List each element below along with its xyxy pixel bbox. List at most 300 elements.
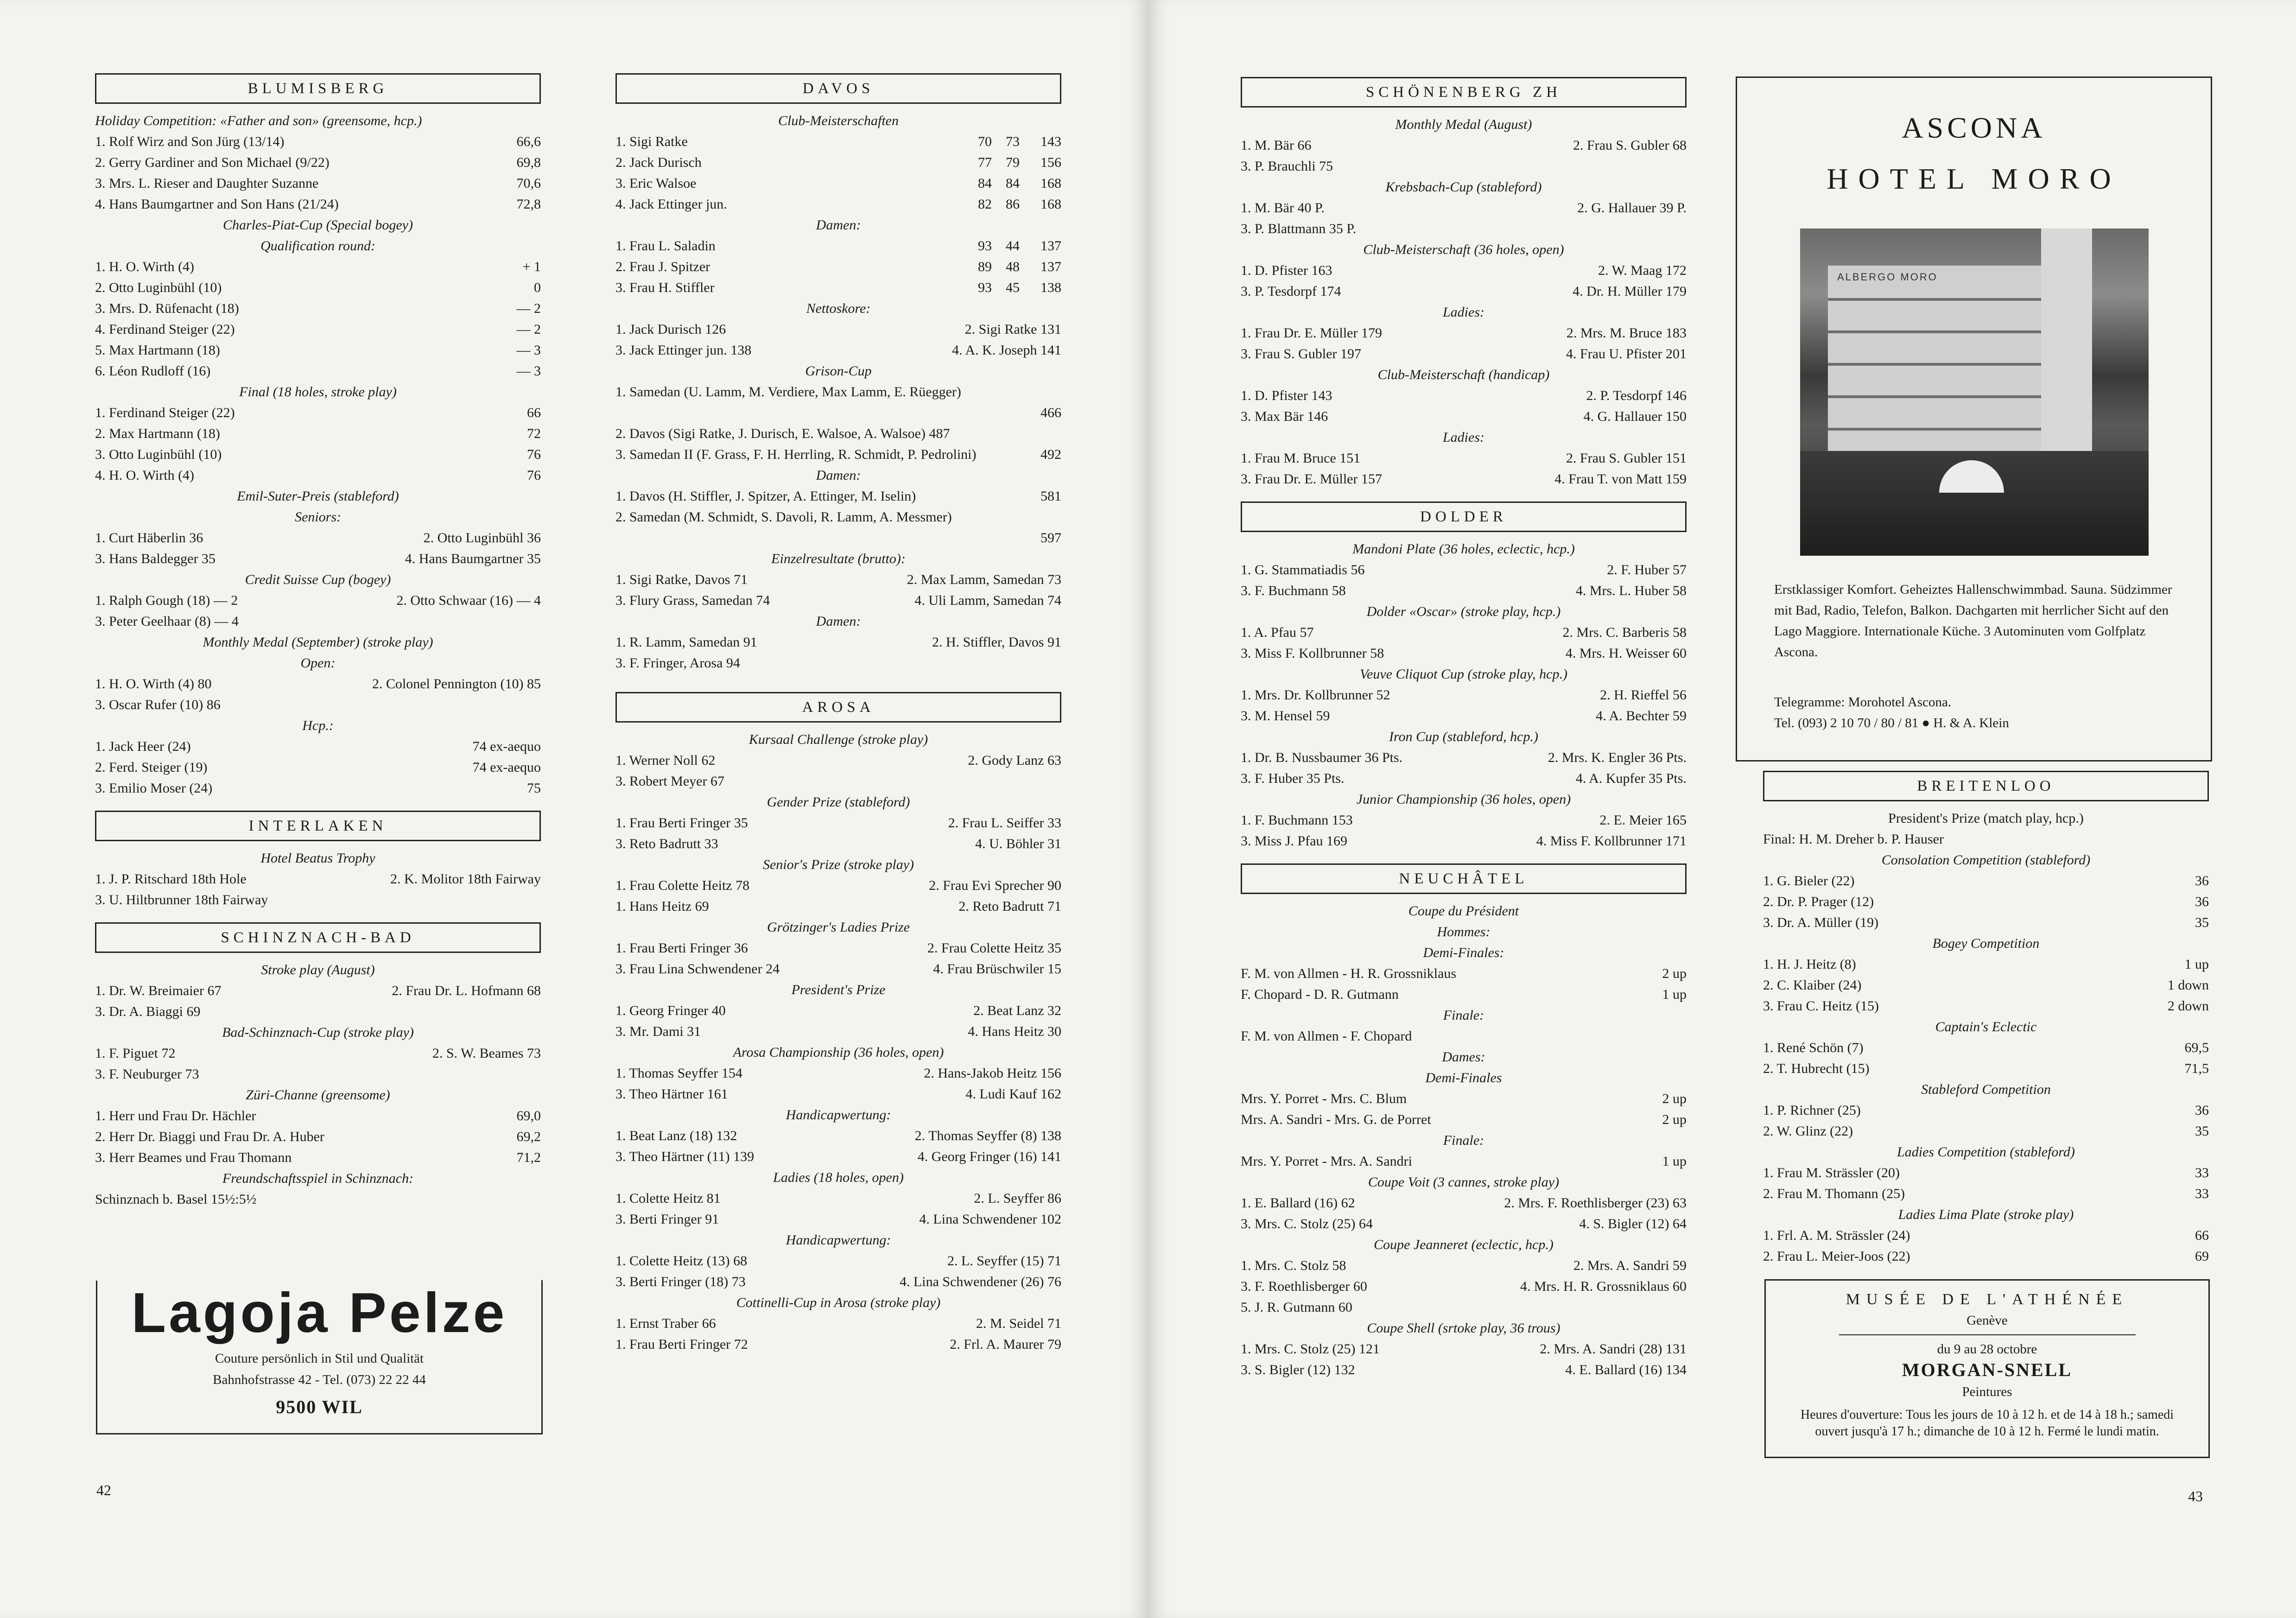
- result-cell: 2. Otto Luginbühl 36: [423, 530, 541, 546]
- result-row: [1241, 1193, 1687, 1213]
- result-row: [1241, 469, 1687, 489]
- result-cell: 72: [527, 426, 541, 441]
- score-row: [615, 277, 1061, 298]
- left-column-1: [95, 70, 541, 1210]
- result-list: [615, 569, 1061, 611]
- friendly-match-result: Schinznach b. Basel 15½:5½: [95, 1192, 257, 1207]
- score-value: 77: [978, 155, 992, 170]
- result-cell: 3. Berti Fringer 91: [615, 1212, 719, 1227]
- result-cell: 1. G. Stammatiadis 56: [1241, 562, 1365, 577]
- competition-title: Hotel Beatus Trophy: [260, 850, 375, 866]
- result-cell: 4. Lina Schwendener 102: [919, 1212, 1061, 1227]
- competition-title: Grison-Cup: [805, 363, 872, 379]
- competition-title: Coupe Shell (srtoke play, 36 trous): [1367, 1320, 1560, 1336]
- competition-subtitle: Demi-Finales: [1425, 1070, 1502, 1085]
- result-cell: 4. A. Bechter 59: [1596, 708, 1687, 723]
- result-cell: 2. Dr. P. Prager (12): [1763, 894, 1874, 909]
- opening-hours: Heures d'ouverture: Tous les jours de 10 à 12 h. et de 14 à 18 h.; samedi ouvert jusqu'à 17 h.; dimanche de 10 à 12 h. Fermé le lundi matin.: [1800, 1408, 2174, 1439]
- result-row: [1241, 1339, 1687, 1359]
- result-cell: 3. S. Bigler (12) 132: [1241, 1362, 1355, 1377]
- competition-title: Cottinelli-Cup in Arosa (stroke play): [736, 1295, 941, 1310]
- result-cell: 4. Miss F. Kollbrunner 171: [1536, 833, 1687, 849]
- result-cell: 1. Mrs. C. Stolz 58: [1241, 1258, 1346, 1273]
- result-row: [1763, 1121, 2209, 1142]
- competition-title: Consolation Competition (stableford): [1881, 852, 2091, 868]
- result-row: [1241, 559, 1687, 580]
- final-result: Final: H. M. Dreher b. P. Hauser: [1763, 831, 1944, 847]
- result-cell: 1. R. Lamm, Samedan 91: [615, 635, 757, 650]
- result-cell: 2. M. Seidel 71: [976, 1316, 1061, 1331]
- competition-title: Ladies:: [1443, 305, 1484, 320]
- result-cell: 1. Dr. B. Nussbaumer 36 Pts.: [1241, 750, 1403, 765]
- result-row: [615, 1271, 1061, 1292]
- competition-title: Junior Championship (36 holes, open): [1356, 792, 1571, 807]
- result-cell: 1. Jack Heer (24): [95, 739, 191, 754]
- result-row: [615, 1334, 1061, 1355]
- result-cell: 1. Mrs. Dr. Kollbrunner 52: [1241, 687, 1390, 703]
- result-cell: 69,8: [516, 155, 541, 170]
- result-row: [615, 1188, 1061, 1209]
- result-row: [615, 958, 1061, 979]
- score-value: 89: [978, 259, 992, 274]
- match-list: [1241, 1026, 1687, 1047]
- result-row: [95, 757, 541, 778]
- result-row: [615, 1313, 1061, 1334]
- divider: [1839, 1334, 2136, 1335]
- result-row: [95, 590, 541, 611]
- competition-title: Bogey Competition: [1932, 936, 2040, 951]
- competition-title: Credit Suisse Cup (bogey): [245, 572, 391, 587]
- result-cell: 1. Thomas Seyffer 154: [615, 1066, 742, 1081]
- result-row: [95, 131, 541, 152]
- score-row: [615, 131, 1061, 152]
- result-row: [1241, 747, 1687, 768]
- result-row: [1241, 984, 1687, 1005]
- result-row: [615, 1021, 1061, 1042]
- team-score: 597: [1040, 530, 1061, 546]
- result-row: [1763, 912, 2209, 933]
- result-cell: 1. Ferdinand Steiger (22): [95, 405, 235, 420]
- result-row: [95, 1001, 541, 1022]
- result-row: [1241, 1276, 1687, 1297]
- hotel-city: ASCONA: [1902, 111, 2046, 144]
- hotel-name: HOTEL MORO: [1827, 162, 2121, 195]
- competition-title: Coupe du Président: [1408, 903, 1519, 919]
- round-scores: [964, 277, 1061, 298]
- match-list: [1241, 1151, 1687, 1172]
- result-cell: 2. P. Tesdorpf 146: [1586, 388, 1687, 403]
- schoenenberg-results: [1241, 114, 1687, 489]
- result-cell: 35: [2195, 915, 2209, 930]
- exhibit-dates: du 9 au 28 octobre: [1937, 1342, 2037, 1357]
- competition-title: Veuve Cliquot Cup (stroke play, hcp.): [1360, 666, 1567, 682]
- competition-title: Charles-Piat-Cup (Special bogey): [223, 217, 413, 233]
- result-cell: — 3: [516, 343, 541, 358]
- score-value: 137: [1040, 259, 1061, 274]
- result-cell: 66,6: [516, 134, 541, 149]
- result-cell: 5. J. R. Gutmann 60: [1241, 1300, 1352, 1315]
- result-cell: 2. Mrs. A. Sandri (28) 131: [1540, 1341, 1687, 1357]
- match-list: [1241, 963, 1687, 1005]
- result-cell: 2. Mrs. A. Sandri 59: [1573, 1258, 1687, 1273]
- result-cell: 2. Frl. A. Maurer 79: [950, 1337, 1061, 1352]
- result-row: [1241, 218, 1687, 239]
- result-row: [615, 1250, 1061, 1271]
- competition-title: Coupe Voit (3 cannes, stroke play): [1368, 1174, 1560, 1190]
- result-row: [95, 340, 541, 361]
- result-cell: 3. Emilio Moser (24): [95, 780, 213, 796]
- result-row: [615, 319, 1061, 340]
- result-cell: 3. Miss J. Pfau 169: [1241, 833, 1348, 849]
- result-list: [95, 131, 541, 215]
- result-cell: 69,2: [516, 1129, 541, 1144]
- result-cell: 4. S. Bigler (12) 64: [1579, 1216, 1687, 1231]
- musee-title: MUSÉE DE L'ATHÉNÉE: [1846, 1291, 2129, 1308]
- result-cell: 33: [2195, 1186, 2209, 1201]
- result-list: [95, 980, 541, 1022]
- result-cell: 3. Oscar Rufer (10) 86: [95, 697, 221, 712]
- competition-title: Kursaal Challenge (stroke play): [748, 732, 928, 747]
- competition-subtitle: Dames:: [1442, 1049, 1485, 1065]
- result-cell: 3. Berti Fringer (18) 73: [615, 1274, 746, 1289]
- score-value: 45: [1006, 280, 1020, 295]
- round-scores: [964, 256, 1061, 277]
- result-list: [95, 869, 541, 910]
- competition-title: Senior's Prize (stroke play): [762, 857, 914, 872]
- result-cell: 66: [527, 405, 541, 420]
- result-row: [1763, 870, 2209, 891]
- breitenloo-results: [1763, 850, 2209, 1267]
- competition-title: Holiday Competition: «Father and son» (greensome, hcp.): [95, 113, 422, 128]
- result-row: [1763, 996, 2209, 1016]
- result-cell: 35: [2195, 1123, 2209, 1139]
- result-row: [1241, 1213, 1687, 1234]
- result-cell: 4. A. Kupfer 35 Pts.: [1575, 771, 1687, 786]
- team-row: [615, 486, 1061, 507]
- score-value: 93: [978, 238, 992, 254]
- result-cell: 2. Gody Lanz 63: [968, 753, 1061, 768]
- result-row: [95, 423, 541, 444]
- result-cell: 1. H. O. Wirth (4): [95, 259, 195, 274]
- exhibit-artist: MORGAN-SNELL: [1902, 1359, 2073, 1380]
- result-row: [1763, 1183, 2209, 1204]
- score-value: 137: [1040, 238, 1061, 254]
- result-list: [95, 1105, 541, 1168]
- result-cell: 1. J. P. Ritschard 18th Hole: [95, 871, 247, 887]
- result-cell: 36: [2195, 1103, 2209, 1118]
- result-row: [615, 896, 1061, 917]
- competition-title: Handicapwertung:: [786, 1232, 891, 1248]
- result-row: [95, 778, 541, 799]
- result-cell: 1. Colette Heitz 81: [615, 1191, 721, 1206]
- player-name: 4. Jack Ettinger jun.: [615, 197, 727, 212]
- result-cell: 74 ex-aequo: [472, 760, 541, 775]
- result-cell: 1. Rolf Wirz and Son Jürg (13/14): [95, 134, 285, 149]
- result-cell: 4. Mrs. H. Weisser 60: [1565, 646, 1687, 661]
- result-list: [95, 736, 541, 799]
- result-row: [615, 340, 1061, 361]
- score-table: [615, 131, 1061, 215]
- result-cell: 2. H. Stiffler, Davos 91: [932, 635, 1061, 650]
- competition-title: Stableford Competition: [1921, 1082, 2051, 1097]
- result-cell: 3. Herr Beames und Frau Thomann: [95, 1150, 292, 1165]
- section-header-neuchatel: NEUCHÂTEL: [1241, 863, 1687, 894]
- result-cell: 1. P. Richner (25): [1763, 1103, 1861, 1118]
- result-row: [1763, 891, 2209, 912]
- result-cell: 69,0: [516, 1108, 541, 1123]
- result-row: [95, 465, 541, 486]
- exhibit-kind: Peintures: [1962, 1384, 2012, 1399]
- result-cell: 0: [534, 280, 541, 295]
- result-cell: 1. Frau Colette Heitz 78: [615, 878, 750, 893]
- result-cell: 1. H. J. Heitz (8): [1763, 957, 1856, 972]
- player-name: 2. Jack Durisch: [615, 155, 702, 170]
- score-value: 168: [1040, 197, 1061, 212]
- competition-title: Gender Prize (stableford): [767, 794, 910, 810]
- section-header-davos: DAVOS: [615, 73, 1061, 104]
- result-cell: 1. Beat Lanz (18) 132: [615, 1128, 737, 1143]
- result-list: [95, 256, 541, 381]
- result-cell: 3. P. Tesdorpf 174: [1241, 284, 1341, 299]
- result-cell: 2. Colonel Pennington (10) 85: [372, 676, 541, 692]
- result-row: [95, 869, 541, 889]
- score-row: [615, 235, 1061, 256]
- result-cell: 66: [2195, 1228, 2209, 1243]
- result-cell: 4. E. Ballard (16) 134: [1565, 1362, 1687, 1377]
- result-row: [95, 736, 541, 757]
- result-cell: 1. Ralph Gough (18) — 2: [95, 593, 238, 608]
- competition-title: Ladies Lima Plate (stroke play): [1898, 1207, 2074, 1222]
- result-cell: 2. Mrs. C. Barberis 58: [1562, 625, 1687, 640]
- result-row: [1241, 281, 1687, 302]
- team-score: 581: [1040, 489, 1061, 504]
- competition-title: Final (18 holes, stroke play): [239, 384, 397, 400]
- result-cell: 76: [527, 468, 541, 483]
- hotel-sign: ALBERGO MORO: [1837, 271, 1938, 283]
- competition-title: Ladies (18 holes, open): [773, 1170, 904, 1185]
- result-cell: 75: [527, 780, 541, 796]
- team-result: 2. Davos (Sigi Ratke, J. Durisch, E. Walsoe, A. Walsoe) 487: [615, 426, 950, 441]
- ad-top-gap: [96, 1279, 540, 1281]
- result-cell: 2. Mrs. M. Bruce 183: [1566, 325, 1687, 341]
- lagoja-advertisement: [96, 1280, 543, 1434]
- result-cell: 2. K. Molitor 18th Fairway: [390, 871, 541, 887]
- result-row: [95, 256, 541, 277]
- result-cell: 4. Ludi Kauf 162: [965, 1086, 1061, 1102]
- result-cell: 3. Frau Dr. E. Müller 157: [1241, 471, 1382, 487]
- competition-subtitle: Demi-Finales:: [1423, 945, 1504, 960]
- score-value: 44: [1006, 238, 1020, 254]
- result-row: [95, 1147, 541, 1168]
- result-cell: 4. Frau T. von Matt 159: [1554, 471, 1687, 487]
- result-row: [95, 889, 541, 910]
- lagoja-logo: Lagoja Pelze: [131, 1281, 507, 1344]
- score-value: 84: [1006, 176, 1020, 191]
- result-cell: 1. Frau Dr. E. Müller 179: [1241, 325, 1382, 341]
- result-row: [615, 1146, 1061, 1167]
- competition-subtitle: Nettoskore:: [806, 301, 871, 316]
- result-row: [615, 653, 1061, 673]
- team-result: 3. Samedan II (F. Grass, F. H. Herrling, R. Schmidt, P. Pedrolini): [615, 447, 977, 462]
- result-cell: 74 ex-aequo: [472, 739, 541, 754]
- competition-title: Monthly Medal (September) (stroke play): [203, 635, 433, 650]
- result-cell: 1. Sigi Ratke, Davos 71: [615, 572, 748, 587]
- result-list: [95, 527, 541, 569]
- competition-subtitle: Seniors:: [295, 509, 341, 525]
- result-row: [95, 980, 541, 1001]
- competition-title: Emil-Suter-Preis (stableford): [237, 489, 399, 504]
- result-cell: 3. Peter Geelhaar (8) — 4: [95, 614, 239, 629]
- result-cell: Mrs. Y. Porret - Mrs. A. Sandri: [1241, 1154, 1413, 1169]
- result-cell: 4. G. Hallauer 150: [1583, 409, 1687, 424]
- result-cell: 1. Curt Häberlin 36: [95, 530, 203, 546]
- result-cell: 1. F. Buchmann 153: [1241, 812, 1353, 828]
- result-row: [1241, 705, 1687, 726]
- score-table: [615, 235, 1061, 298]
- result-row: [615, 875, 1061, 896]
- result-cell: 2. S. W. Beames 73: [432, 1046, 541, 1061]
- result-cell: 2. F. Huber 57: [1607, 562, 1687, 577]
- score-value: 168: [1040, 176, 1061, 191]
- result-cell: 2. G. Hallauer 39 P.: [1577, 200, 1687, 216]
- result-row: [1241, 323, 1687, 343]
- result-cell: 1. Frau Berti Fringer 36: [615, 940, 748, 956]
- hotel-phone: Tel. (093) 2 10 70 / 80 / 81 ● H. & A. Klein: [1774, 716, 2009, 730]
- hotel-photo: [1800, 228, 2149, 556]
- result-cell: 3. Frau S. Gubler 197: [1241, 346, 1361, 362]
- competition-title: President's Prize (match play, hcp.): [1888, 811, 2084, 826]
- musee-city: Genève: [1966, 1313, 2008, 1328]
- result-cell: 1. Dr. W. Breimaier 67: [95, 983, 222, 998]
- result-cell: 1 down: [2167, 977, 2209, 993]
- result-cell: 1. Mrs. C. Stolz (25) 121: [1241, 1341, 1380, 1357]
- result-cell: 3. Miss F. Kollbrunner 58: [1241, 646, 1384, 661]
- result-row: [615, 632, 1061, 653]
- competition-title: Iron Cup (stableford, hcp.): [1389, 729, 1538, 744]
- competition-title: Coupe Jeanneret (eclectic, hcp.): [1374, 1237, 1554, 1252]
- dolder-results: [1241, 539, 1687, 851]
- result-cell: 3. Hans Baldegger 35: [95, 551, 216, 566]
- result-cell: 3. Mrs. D. Rüfenacht (18): [95, 301, 239, 316]
- result-row: [1763, 1058, 2209, 1079]
- player-name: 1. Frau L. Saladin: [615, 238, 716, 254]
- result-cell: 4. A. K. Joseph 141: [952, 343, 1061, 358]
- result-row: [615, 833, 1061, 854]
- result-cell: 1. M. Bär 66: [1241, 138, 1312, 153]
- result-cell: 1. Ernst Traber 66: [615, 1316, 716, 1331]
- result-row: [1241, 580, 1687, 601]
- result-row: [95, 1064, 541, 1085]
- score-value: 84: [978, 176, 992, 191]
- right-column-1: [1241, 73, 1687, 1380]
- competition-title: Grötzinger's Ladies Prize: [767, 920, 910, 935]
- score-value: 79: [1006, 155, 1020, 170]
- result-cell: 1. Colette Heitz (13) 68: [615, 1253, 748, 1269]
- result-cell: 2. Herr Dr. Biaggi und Frau Dr. A. Huber: [95, 1129, 324, 1144]
- result-cell: 2. Reto Badrutt 71: [958, 899, 1061, 914]
- result-cell: 1. E. Ballard (16) 62: [1241, 1195, 1355, 1211]
- result-row: [95, 173, 541, 194]
- result-cell: 1. René Schön (7): [1763, 1040, 1864, 1055]
- score-value: 138: [1040, 280, 1061, 295]
- result-row: [1241, 622, 1687, 643]
- score-value: 48: [1006, 259, 1020, 274]
- result-cell: 4. Uli Lamm, Samedan 74: [914, 593, 1061, 608]
- competition-title: Ladies Competition (stableford): [1897, 1144, 2075, 1160]
- result-cell: 4. Lina Schwendener (26) 76: [899, 1274, 1061, 1289]
- competition-subtitle: Finale:: [1443, 1133, 1484, 1148]
- competition-subtitle: Qualification round:: [260, 238, 376, 254]
- result-row: [1241, 768, 1687, 789]
- result-cell: 1 up: [1662, 987, 1687, 1002]
- result-cell: 2. T. Hubrecht (15): [1763, 1061, 1870, 1076]
- result-row: [95, 548, 541, 569]
- competition-title: Züri-Channe (greensome): [246, 1087, 390, 1103]
- result-cell: Mrs. Y. Porret - Mrs. C. Blum: [1241, 1091, 1407, 1106]
- player-name: 1. Sigi Ratke: [615, 134, 688, 149]
- result-cell: 1. F. Piguet 72: [95, 1046, 176, 1061]
- result-cell: 2. W. Maag 172: [1598, 263, 1687, 278]
- result-cell: — 2: [516, 301, 541, 316]
- result-row: [615, 938, 1061, 958]
- result-row: [1241, 343, 1687, 364]
- result-cell: 2. Max Lamm, Samedan 73: [907, 572, 1061, 587]
- result-cell: 2. Ferd. Steiger (19): [95, 760, 208, 775]
- result-row: [95, 402, 541, 423]
- score-value: 93: [978, 280, 992, 295]
- result-row: [1241, 197, 1687, 218]
- score-value: 70: [978, 134, 992, 149]
- result-row: [95, 444, 541, 465]
- result-cell: 71,5: [2184, 1061, 2209, 1076]
- result-row: [1241, 1151, 1687, 1172]
- result-cell: 2. C. Klaiber (24): [1763, 977, 1862, 993]
- result-list: [615, 632, 1061, 673]
- result-row: [1241, 831, 1687, 851]
- competition-title: President's Prize: [791, 982, 886, 997]
- result-row: [1241, 406, 1687, 427]
- result-cell: 1. Herr und Frau Dr. Hächler: [95, 1108, 256, 1123]
- result-row: [95, 1043, 541, 1064]
- result-row: [1241, 1255, 1687, 1276]
- result-cell: 3. Frau C. Heitz (15): [1763, 998, 1879, 1014]
- result-list: [95, 1043, 541, 1085]
- result-cell: 2. Max Hartmann (18): [95, 426, 220, 441]
- competition-subtitle: Einzelresultate (brutto):: [771, 551, 906, 566]
- result-cell: 33: [2195, 1165, 2209, 1180]
- result-cell: 3. Dr. A. Biaggi 69: [95, 1004, 201, 1019]
- team-score: 492: [1040, 447, 1061, 462]
- result-cell: 3. Mrs. C. Stolz (25) 64: [1241, 1216, 1373, 1231]
- player-name: 2. Frau J. Spitzer: [615, 259, 710, 274]
- competition-subtitle: Damen:: [816, 614, 861, 629]
- result-row: [95, 673, 541, 694]
- competition-subtitle: Open:: [300, 655, 336, 671]
- result-cell: 1. Frl. A. M. Strässler (24): [1763, 1228, 1910, 1243]
- result-row: [615, 1063, 1061, 1084]
- result-row: [615, 1084, 1061, 1104]
- team-result: 2. Samedan (M. Schmidt, S. Davoli, R. Lamm, A. Messmer): [615, 509, 952, 525]
- result-list: [615, 319, 1061, 361]
- result-row: [1241, 448, 1687, 469]
- ad-address: Bahnhofstrasse 42 - Tel. (073) 22 22 44: [213, 1372, 426, 1387]
- result-row: [1763, 1100, 2209, 1121]
- result-cell: 3. P. Blattmann 35 P.: [1241, 221, 1357, 236]
- result-row: [1241, 260, 1687, 281]
- result-row: [1241, 685, 1687, 705]
- result-row: [95, 611, 541, 632]
- result-cell: 3. Dr. A. Müller (19): [1763, 915, 1879, 930]
